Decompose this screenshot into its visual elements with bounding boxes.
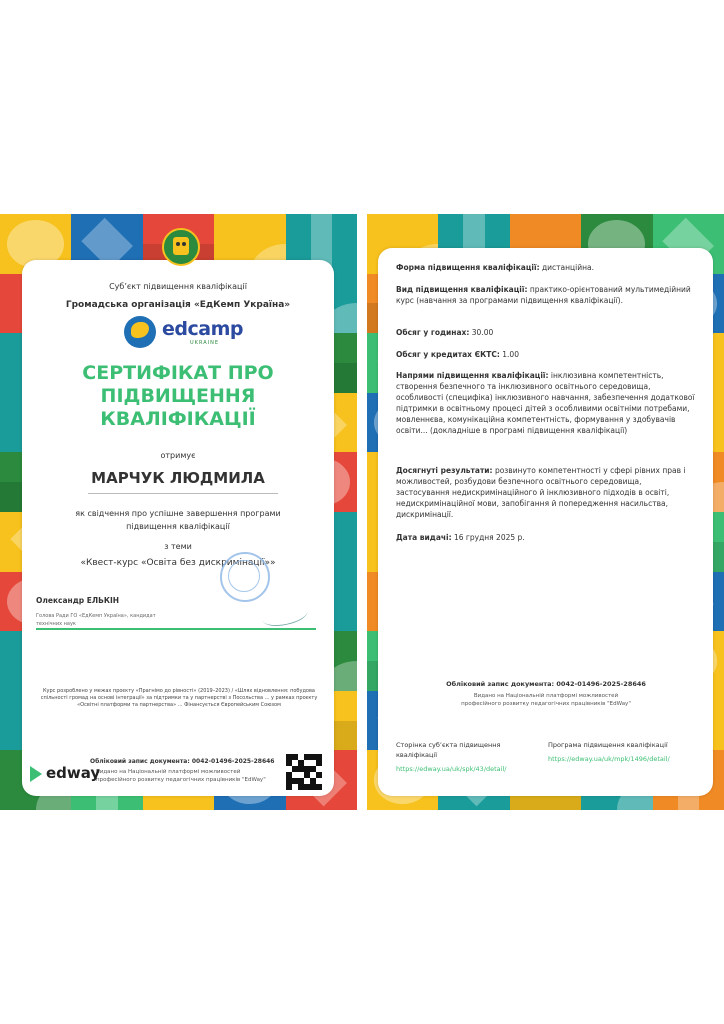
globe-icon	[124, 316, 156, 348]
ects-row	[396, 349, 696, 360]
title-line-3: КВАЛІФІКАЦІЇ	[100, 408, 256, 430]
results-value: розвинуто компетентності у сфері рівних прав і можливостей, розбудови безпечного освітнього середовища, застосування недискримінаційного й інклюзивного підходів в освіті, недискримінаційної мови, запобігання й попередження насильства, дискримінації.	[396, 466, 686, 519]
hours-row	[396, 327, 696, 338]
edcamp-logo	[120, 316, 243, 350]
date-label: Дата видачі:	[396, 533, 452, 542]
topic-label: з теми	[164, 542, 192, 551]
topic-title: «Квест-курс «Освіта без дискримінації»»	[80, 558, 276, 568]
title-line-1: СЕРТИФІКАТ ПРО	[82, 362, 274, 384]
edway-logo-icon	[30, 762, 100, 786]
signer-title-line-2: технічних наук	[36, 621, 76, 627]
hours-value: 30.00	[471, 328, 494, 337]
completion-text	[22, 507, 334, 533]
project-blurb: Курс розроблено у межах проєкту «Прагнімо до рівності» (2019–2023) / «Шлях відновлення: побудова спільності громад на основі інтеграції» за підтримки та у партнерстві з Посольства ... у рамках проєкту «Освітні платформи та партнерства» ... Фінансується Європейським Союзом	[40, 688, 318, 708]
signer-title	[36, 612, 156, 628]
subject-page-link-block	[396, 740, 528, 774]
directions-row	[396, 370, 696, 436]
name-underline	[88, 493, 278, 494]
signer-title-line-1: Голова Ради ГО «ЕдКемп Україна», кандидат	[36, 613, 156, 619]
record-label-back: Обліковий запис документа: 0042-01496-2025-28646	[446, 680, 646, 688]
type-value: практико-орієнтований мультимедійний курс (навчання за програмами підвищення кваліфікації).	[396, 285, 691, 305]
issued-line-2: професійного розвитку педагогічних працівників "EdWay"	[96, 777, 266, 783]
logo-text: edcamp	[162, 318, 243, 340]
ects-label: Обсяг у кредитах ЄКТС:	[396, 350, 500, 359]
issued-text	[96, 768, 266, 784]
issued-back-line-2: професійного розвитку педагогічних працівників "EdWay"	[461, 701, 631, 707]
form-value: дистанційна.	[541, 263, 594, 272]
program-link[interactable]: https://edway.ua/uk/mpk/1496/detail/	[548, 755, 670, 763]
hours-label: Обсяг у годинах:	[396, 328, 470, 337]
program-label: Програма підвищення кваліфікації	[548, 741, 668, 749]
type-row	[396, 284, 696, 306]
type-label: Вид підвищення кваліфікації:	[396, 285, 528, 294]
receives-label: отримує	[160, 451, 196, 460]
form-row	[396, 262, 696, 273]
results-label: Досягнуті результати:	[396, 466, 493, 475]
issued-line-1: Видано на Національній платформі можливостей	[96, 769, 241, 775]
signature-divider	[36, 628, 316, 630]
certificate-title	[22, 362, 334, 431]
subject-label: Суб’єкт підвищення кваліфікації	[109, 282, 247, 291]
logo-subtext: UKRAINE	[190, 340, 220, 346]
issued-back-line-1: Видано на Національній платформі можливостей	[473, 693, 619, 699]
signer-name: Олександр ЕЛЬКІН	[36, 596, 120, 605]
qr-code-icon[interactable]	[286, 754, 322, 790]
ects-value: 1.00	[502, 350, 519, 359]
completion-line-2: підвищення кваліфікації	[126, 522, 230, 531]
date-row	[396, 532, 696, 543]
stamp-icon	[220, 552, 270, 602]
program-link-block	[548, 740, 698, 764]
date-value: 16 грудня 2025 р.	[454, 533, 525, 542]
directions-value: інклюзивна компетентність, створення безпечного та інклюзивного освітнього середовища, особливості (специфіка) інклюзивного навчання, забезпечення додаткової підтримки в освітньому процесі дітей з особливими освітніми потребами, мовленнєва, комунікаційна компетентність, формування у здобувачів освіти... (докладніше в програмі підвищення кваліфікації)	[396, 371, 695, 435]
title-line-2: ПІДВИЩЕННЯ	[100, 385, 256, 407]
completion-line-1: як свідчення про успішне завершення програми	[75, 509, 281, 518]
directions-label: Напрями підвищення кваліфікації:	[396, 371, 549, 380]
form-label: Форма підвищення кваліфікації:	[396, 263, 540, 272]
subject-page-link[interactable]: https://edway.ua/uk/spk/43/detail/	[396, 765, 507, 773]
issued-text-back	[396, 692, 696, 708]
subject-page-label: Сторінка суб’єкта підвищення кваліфікації	[396, 741, 501, 759]
record-label: Обліковий запис документа: 0042-01496-2025-28646	[90, 758, 275, 765]
results-row	[396, 465, 696, 520]
recipient-name: МАРЧУК ЛЮДМИЛА	[91, 469, 265, 487]
organization-name: Громадська організація «ЕдКемп Україна»	[65, 300, 291, 310]
edway-logo-text: edway	[46, 764, 101, 782]
mascot-icon	[162, 228, 200, 266]
